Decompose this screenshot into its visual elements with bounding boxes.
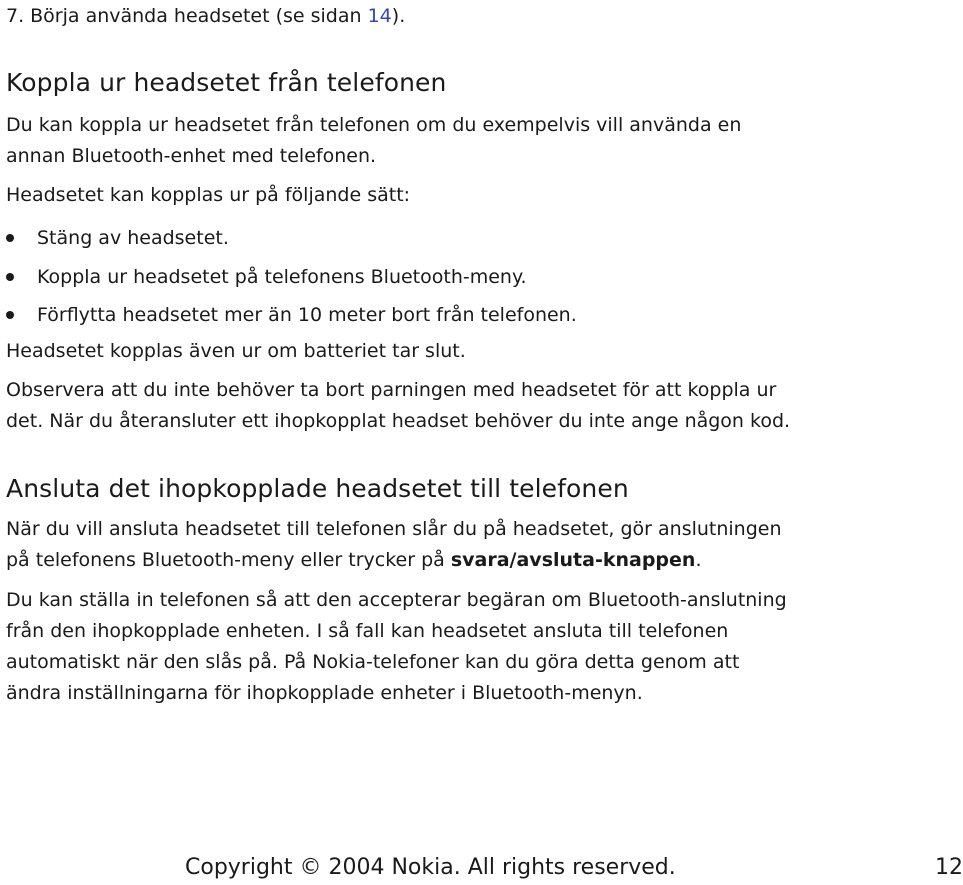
section-title-connect: Ansluta det ihopkopplade headsetet till telefonen xyxy=(6,474,629,503)
list-item xyxy=(6,296,577,335)
step-number: 7. xyxy=(6,5,25,27)
list-item xyxy=(6,219,577,258)
intro-line-1: Du kan koppla ur headsetet från telefonen om du exempelvis vill använda en xyxy=(6,114,742,136)
list-item-text: Stäng av headsetet. xyxy=(37,227,229,249)
connect-p2-line-3: automatiskt när den slås på. På Nokia-telefoner kan du göra detta genom att xyxy=(6,651,740,673)
connect-p1-text: på telefonens Bluetooth-meny eller trycker på xyxy=(6,549,451,571)
ways-intro: Headsetet kan kopplas ur på följande sätt: xyxy=(6,184,411,206)
page-number: 12 xyxy=(935,855,963,880)
list-item-text: Förflytta headsetet mer än 10 meter bort från telefonen. xyxy=(37,304,577,326)
connect-p2-line-2: från den ihopkopplade enheten. I så fall kan headsetet ansluta till telefonen xyxy=(6,620,729,642)
disconnect-ways-list xyxy=(6,219,577,335)
bullet-icon xyxy=(6,234,14,242)
bullet-icon xyxy=(6,311,14,319)
observe-line-1: Observera att du inte behöver ta bort parningen med headsetet för att koppla ur xyxy=(6,379,777,401)
list-item-text: Koppla ur headsetet på telefonens Bluetooth-meny. xyxy=(37,265,527,288)
section-title-disconnect: Koppla ur headsetet från telefonen xyxy=(6,68,447,97)
connect-p2-line-1: Du kan ställa in telefonen så att den accepterar begäran om Bluetooth-anslutning xyxy=(6,589,787,611)
step-text-after: ). xyxy=(391,5,406,27)
connect-p2-line-4: ändra inställningarna för ihopkopplade enheter i Bluetooth-menyn. xyxy=(6,682,643,704)
bullet-icon xyxy=(6,273,14,281)
battery-note: Headsetet kopplas även ur om batteriet tar slut. xyxy=(6,340,466,362)
step-text-before: Börja använda headsetet (se sidan xyxy=(30,5,368,27)
observe-line-2: det. När du återansluter ett ihopkopplat headset behöver du inte ange någon kod. xyxy=(6,410,791,432)
list-item xyxy=(6,258,577,297)
connect-p1-line-1: När du vill ansluta headsetet till telefonen slår du på headsetet, gör anslutningen xyxy=(6,518,782,540)
copyright-footer: Copyright © 2004 Nokia. All rights reserved. xyxy=(185,855,676,880)
connect-p1-line-2 xyxy=(6,545,956,576)
intro-line-2: annan Bluetooth-enhet med telefonen. xyxy=(6,145,377,167)
page-reference-link[interactable]: 14 xyxy=(367,5,392,27)
connect-p1-period: . xyxy=(695,549,702,571)
step-item xyxy=(6,4,405,28)
answer-end-key-name: svara/avsluta-knappen xyxy=(450,549,696,571)
